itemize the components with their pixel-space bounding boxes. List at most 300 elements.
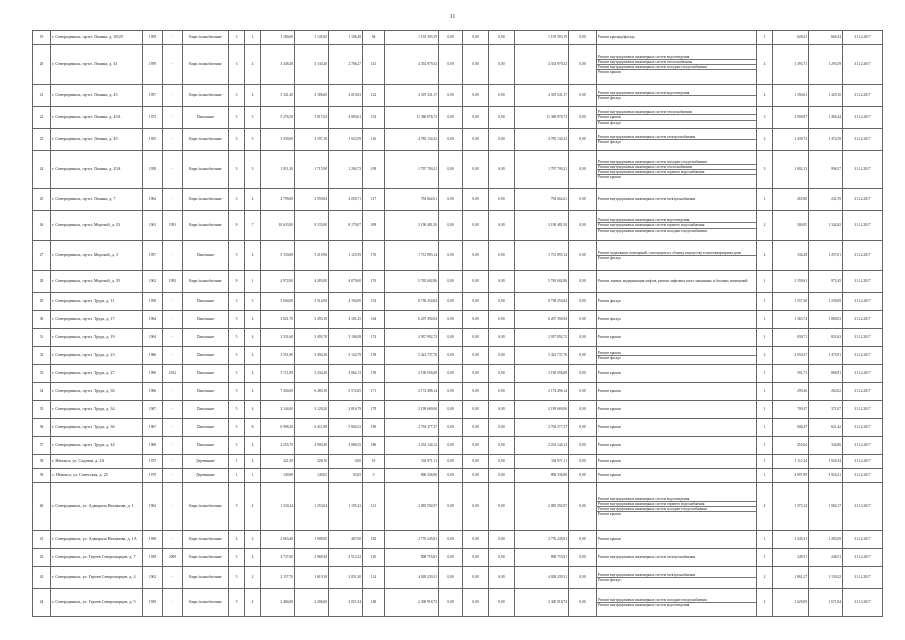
work-type-line: Ремонт внутридомовых инженерных систем электроснабжения <box>597 573 756 578</box>
work-type-line: Ремонт фасада <box>598 140 621 144</box>
budget-cell: 0,00 <box>463 383 489 401</box>
wall-material-cell: Деревянные <box>183 455 229 469</box>
year-built-cell: 1973 <box>143 107 163 129</box>
work-count-cell: 1 <box>757 401 773 419</box>
row-number: 23 <box>33 129 51 151</box>
other-funds-cell: 0,00 <box>569 189 597 211</box>
row-number: 41 <box>33 531 51 549</box>
fund-cell: 0,00 <box>439 347 463 365</box>
total-area-cell: 2 484,00 <box>261 589 295 617</box>
unit-cost-cell: 1 159,61 <box>773 271 809 293</box>
residential-area-cell: 8 179,07 <box>329 211 363 241</box>
owners-funds-cell: 2 199 669,06 <box>515 401 569 419</box>
owners-funds-cell: 4 354 979,32 <box>515 45 569 85</box>
residents-cell: 309 <box>363 211 385 241</box>
address-cell: г. Северодвинск, ул. Адмирала Нахимова, д. 1 <box>51 483 143 531</box>
year-built-cell: 1957 <box>143 85 163 107</box>
residential-area-cell: 2 051,54 <box>329 589 363 617</box>
limit-cost-cell: 1 671,84 <box>809 589 843 617</box>
deadline-cell: 31.12.2017 <box>843 293 883 311</box>
work-types-cell <box>597 401 757 419</box>
residents-cell: 116 <box>363 129 385 151</box>
work-types-cell <box>597 469 757 483</box>
total-area-cell: 1 530,24 <box>261 483 295 531</box>
table-row <box>33 151 883 189</box>
residential-area-cell: 3 124,79 <box>329 347 363 365</box>
floors-cell: 5 <box>229 437 245 455</box>
total-cost-cell: 2 300 918,73 <box>385 589 439 617</box>
wall-material-cell: Панельные <box>183 365 229 383</box>
floors-cell: 5 <box>229 365 245 383</box>
work-type-line: Ремонт внутридомовых инженерных систем водоотведения <box>597 91 756 96</box>
deadline-cell: 31.12.2017 <box>843 401 883 419</box>
address-cell: г. Северодвинск, пр-кт. Ленина, д. 41 <box>51 45 143 85</box>
wall-material-cell: Кирп./шлакоблочные <box>183 31 229 45</box>
total-area-cell: 10 633,00 <box>261 211 295 241</box>
limit-cost-cell: 621,42 <box>809 419 843 437</box>
budget-cell: 0,00 <box>463 107 489 129</box>
address-cell: г. Северодвинск, пр-кт. Морской, д. 35 <box>51 271 143 293</box>
total-area-cell: 4 737,00 <box>261 549 295 567</box>
owners-funds-cell: 2 234 144,12 <box>515 437 569 455</box>
work-count-cell: 1 <box>757 189 773 211</box>
total-cost-cell: 6 207 394,94 <box>385 311 439 329</box>
table-row <box>33 271 883 293</box>
entrances-cell: 4 <box>245 437 261 455</box>
deadline-cell: 31.12.2017 <box>843 419 883 437</box>
budget-cell: 0,00 <box>463 129 489 151</box>
total-cost-cell: 4 319 541,17 <box>385 85 439 107</box>
work-types-cell <box>597 293 757 311</box>
unit-cost-cell: 455,64 <box>773 437 809 455</box>
table-row <box>33 129 883 151</box>
total-cost-cell: 2 776 245,81 <box>385 531 439 549</box>
wall-material-cell: Кирп./шлакоблочные <box>183 567 229 589</box>
work-type-line: Ремонт подвальных помещений, относящихся к общему имуществу в многоквартирном доме <box>597 251 756 256</box>
living-area-cell: 9 535,00 <box>295 211 329 241</box>
local-budget-cell: 0,00 <box>489 549 515 567</box>
total-area-cell: 3 821,70 <box>261 311 295 329</box>
fund-cell: 0,00 <box>439 365 463 383</box>
address-cell: г. Северодвинск, пр-кт. Ленина, д. 45 <box>51 129 143 151</box>
residents-cell: 164 <box>363 311 385 329</box>
living-area-cell: 3 186,60 <box>295 85 329 107</box>
work-count-cell: 3 <box>757 107 773 129</box>
unit-cost-cell: 1 345,31 <box>773 531 809 549</box>
total-cost-cell: 8 738 254,84 <box>385 293 439 311</box>
wall-material-cell: Кирп./шлакоблочные <box>183 85 229 107</box>
deadline-cell: 31.12.2017 <box>843 129 883 151</box>
deadline-cell: 31.12.2017 <box>843 383 883 401</box>
unit-cost-cell: 1 111,24 <box>773 455 809 469</box>
address-cell: г. Северодвинск, пр-кт. Труда, д. 11 <box>51 293 143 311</box>
living-area-cell: 3 494,30 <box>295 347 329 365</box>
other-funds-cell: 0,00 <box>569 455 597 469</box>
local-budget-cell: 0,00 <box>489 365 515 383</box>
unit-cost-cell: 1 557,30 <box>773 293 809 311</box>
wall-material-cell: Панельные <box>183 419 229 437</box>
local-budget-cell: 0,00 <box>489 271 515 293</box>
floors-cell: 3 <box>229 45 245 85</box>
floors-cell: 5 <box>229 347 245 365</box>
living-area-cell: 1 619,30 <box>295 567 329 589</box>
floors-cell: 3 <box>229 151 245 189</box>
unit-cost-cell: 2 000,97 <box>773 107 809 129</box>
budget-cell: 0,00 <box>463 567 489 589</box>
table-row <box>33 589 883 617</box>
total-area-cell: 7 204,00 <box>261 383 295 401</box>
limit-cost-cell: 666,54 <box>809 31 843 45</box>
work-type-line: Ремонт внутридомовых инженерных систем горячего водоснабжения <box>597 170 756 175</box>
row-number: 38 <box>33 455 51 469</box>
owners-funds-cell: 334 971,11 <box>515 455 569 469</box>
budget-cell: 0,00 <box>463 419 489 437</box>
year-built-cell: 1962 <box>143 189 163 211</box>
year-renovated-cell: 2012 <box>163 365 183 383</box>
entrances-cell: 4 <box>245 549 261 567</box>
residential-area-cell: 3 062,13 <box>329 365 363 383</box>
budget-cell: 0,00 <box>463 549 489 567</box>
floors-cell: 5 <box>229 383 245 401</box>
wall-material-cell: Панельные <box>183 347 229 365</box>
year-renovated-cell: - <box>163 347 183 365</box>
other-funds-cell: 0,00 <box>569 383 597 401</box>
total-cost-cell: 11 386 876,72 <box>385 107 439 129</box>
total-area-cell: 321,59 <box>261 455 295 469</box>
deadline-cell: 31.12.2017 <box>843 31 883 45</box>
deadline-cell: 31.12.2017 <box>843 455 883 469</box>
other-funds-cell: 0,00 <box>569 365 597 383</box>
work-count-cell: 2 <box>757 211 773 241</box>
owners-funds-cell: 3 190 481,50 <box>515 211 569 241</box>
work-count-cell: 1 <box>757 365 773 383</box>
residents-cell: 171 <box>363 383 385 401</box>
address-cell: г. Северодвинск, пр-кт. Труда, д. 34 <box>51 401 143 419</box>
work-type-line: Ремонт фасада <box>598 299 621 304</box>
deadline-cell: 31.12.2017 <box>843 589 883 617</box>
budget-cell: 0,00 <box>463 189 489 211</box>
work-count-cell: 4 <box>757 483 773 531</box>
other-funds-cell: 0,00 <box>569 469 597 483</box>
year-built-cell: 1958 <box>143 151 163 189</box>
address-cell: г. Северодвинск, пр-кт. Морской, д. 3 <box>51 241 143 271</box>
total-cost-cell: 5 765 602,86 <box>385 271 439 293</box>
table-row <box>33 311 883 329</box>
total-area-cell: 3 711,89 <box>261 365 295 383</box>
residential-area-cell: 0,00 <box>329 455 363 469</box>
year-renovated-cell: - <box>163 45 183 85</box>
deadline-cell: 31.12.2017 <box>843 531 883 549</box>
residents-cell: 19 <box>363 455 385 469</box>
residents-cell: 5 <box>363 469 385 483</box>
year-renovated-cell: - <box>163 151 183 189</box>
table-row <box>33 455 883 469</box>
residential-area-cell: 1 023,59 <box>329 129 363 151</box>
address-cell: с. Нёнокса, ул. Советская, д. 25 <box>51 469 143 483</box>
residential-area-cell: 2 512,32 <box>329 549 363 567</box>
table-row <box>33 483 883 531</box>
address-cell: г. Северодвинск, ул. Героев Североморцев, д. 7 <box>51 549 143 567</box>
fund-cell: 0,00 <box>439 151 463 189</box>
wall-material-cell: Панельные <box>183 383 229 401</box>
total-area-cell: 6 998,20 <box>261 419 295 437</box>
living-area-cell: 3 493,10 <box>295 311 329 329</box>
work-count-cell: 1 <box>757 455 773 469</box>
year-built-cell: 1967 <box>143 419 163 437</box>
address-cell: г. Северодвинск, пр-кт. Ленина, д. 25А <box>51 151 143 189</box>
deadline-cell: 31.12.2017 <box>843 241 883 271</box>
unit-cost-cell: 1 002,13 <box>773 151 809 189</box>
living-area-cell: 6 411,90 <box>295 419 329 437</box>
other-funds-cell: 0,00 <box>569 419 597 437</box>
other-funds-cell: 0,00 <box>569 129 597 151</box>
capital-repair-register-table <box>32 30 883 617</box>
row-number: 44 <box>33 589 51 617</box>
year-renovated-cell: - <box>163 107 183 129</box>
year-renovated-cell: - <box>163 437 183 455</box>
local-budget-cell: 0,00 <box>489 483 515 531</box>
unit-cost-cell: 265,80 <box>773 189 809 211</box>
total-cost-cell: 1 193 393,19 <box>385 31 439 45</box>
residential-area-cell: 2 706,27 <box>329 45 363 85</box>
work-type-line: Ремонт внутридомовых инженерных систем электроснабжения <box>598 555 696 560</box>
year-built-cell: 1990 <box>143 365 163 383</box>
table-row <box>33 211 883 241</box>
deadline-cell: 31.12.2017 <box>843 347 883 365</box>
year-built-cell: 1962 <box>143 567 163 589</box>
owners-funds-cell: 896 336,90 <box>515 469 569 483</box>
floors-cell: 5 <box>229 329 245 347</box>
work-types-cell <box>597 151 757 189</box>
owners-funds-cell: 2 776 245,81 <box>515 531 569 549</box>
row-number: 34 <box>33 383 51 401</box>
total-area-cell: 3 531,60 <box>261 329 295 347</box>
local-budget-cell: 0,00 <box>489 85 515 107</box>
table-body <box>33 31 883 617</box>
owners-funds-cell: 1 731 893,14 <box>515 241 569 271</box>
year-renovated-cell: - <box>163 293 183 311</box>
living-area-cell: 2 968,30 <box>295 549 329 567</box>
wall-material-cell: Кирп./шлакоблочные <box>183 589 229 617</box>
fund-cell: 0,00 <box>439 271 463 293</box>
floors-cell: 9 <box>229 211 245 241</box>
work-types-cell <box>597 271 757 293</box>
residential-area-cell: 487,00 <box>329 531 363 549</box>
fund-cell: 0,00 <box>439 241 463 271</box>
residents-cell: 94 <box>363 31 385 45</box>
unit-cost-cell: 336,28 <box>773 241 809 271</box>
address-cell: г. Северодвинск, пр-кт. Труда, д. 36 <box>51 419 143 437</box>
limit-cost-cell: 248,51 <box>809 549 843 567</box>
local-budget-cell: 0,00 <box>489 567 515 589</box>
deadline-cell: 31.12.2017 <box>843 567 883 589</box>
floors-cell: 1 <box>229 469 245 483</box>
owners-funds-cell: 1 193 393,19 <box>515 31 569 45</box>
year-renovated-cell: 1992 <box>163 271 183 293</box>
local-budget-cell: 0,00 <box>489 241 515 271</box>
work-type-line: Ремонт внутридомовых инженерных систем водоотведения <box>598 603 690 607</box>
fund-cell: 0,00 <box>439 211 463 241</box>
unit-cost-cell: 628,41 <box>773 31 809 45</box>
residents-cell: 178 <box>363 401 385 419</box>
year-built-cell: 1967 <box>143 401 163 419</box>
work-types-cell <box>597 85 757 107</box>
entrances-cell: 5 <box>245 107 261 129</box>
row-number: 40 <box>33 483 51 531</box>
year-built-cell: 1958 <box>143 531 163 549</box>
wall-material-cell: Панельные <box>183 241 229 271</box>
other-funds-cell: 0,00 <box>569 45 597 85</box>
residential-area-cell: 2 051,20 <box>329 567 363 589</box>
fund-cell: 0,00 <box>439 419 463 437</box>
budget-cell: 0,00 <box>463 211 489 241</box>
budget-cell: 0,00 <box>463 401 489 419</box>
address-cell: г. Северодвинск, пр-кт. Ленина, д. 39/25 <box>51 31 143 45</box>
work-type-line: Ремонт внутридомовых инженерных систем теплоснабжения <box>597 60 756 65</box>
row-number: 24 <box>33 151 51 189</box>
total-cost-cell: 808 755,81 <box>385 549 439 567</box>
budget-cell: 0,00 <box>463 329 489 347</box>
wall-material-cell: Кирп./шлакоблочные <box>183 531 229 549</box>
other-funds-cell: 0,00 <box>569 241 597 271</box>
work-type-line: Ремонт крыши <box>598 459 621 464</box>
year-built-cell: 1939 <box>143 589 163 617</box>
residential-area-cell: 5 804,52 <box>329 419 363 437</box>
work-type-line: Ремонт внутридомовых инженерных систем водоотведения <box>597 218 756 223</box>
total-area-cell: 5 150,00 <box>261 241 295 271</box>
living-area-cell: 3 128,20 <box>295 401 329 419</box>
residential-area-cell: 2 816,79 <box>329 401 363 419</box>
local-budget-cell: 0,00 <box>489 347 515 365</box>
residents-cell: 182 <box>363 531 385 549</box>
work-type-line: Ремонт внутридомовых инженерных систем электроснабжения <box>597 135 756 140</box>
residential-area-cell: 4 083,61 <box>329 107 363 129</box>
local-budget-cell: 0,00 <box>489 293 515 311</box>
unit-cost-cell: 299,26 <box>773 383 809 401</box>
local-budget-cell: 0,00 <box>489 401 515 419</box>
limit-cost-cell: 1 020,34 <box>809 455 843 469</box>
deadline-cell: 31.12.2017 <box>843 469 883 483</box>
floors-cell: 5 <box>229 567 245 589</box>
work-types-cell <box>597 31 757 45</box>
work-type-line: Ремонт фасада <box>598 120 621 125</box>
work-count-cell: 2 <box>757 129 773 151</box>
owners-funds-cell: 2 300 918,73 <box>515 589 569 617</box>
total-cost-cell: 4 028 239,31 <box>385 567 439 589</box>
residential-area-cell: 4 194,00 <box>329 293 363 311</box>
total-cost-cell: 2 174 496,14 <box>385 383 439 401</box>
work-count-cell: 1 <box>757 419 773 437</box>
owners-funds-cell: 808 755,81 <box>515 549 569 567</box>
unit-cost-cell: 1 373,12 <box>773 483 809 531</box>
local-budget-cell: 0,00 <box>489 455 515 469</box>
row-number: 37 <box>33 437 51 455</box>
floors-cell: 9 <box>229 271 245 293</box>
owners-funds-cell: 794 662,61 <box>515 189 569 211</box>
row-number: 39 <box>33 469 51 483</box>
address-cell: г. Северодвинск, пр-кт. Морской, д. 23 <box>51 211 143 241</box>
wall-material-cell: Панельные <box>183 293 229 311</box>
work-types-cell <box>597 211 757 241</box>
other-funds-cell: 0,00 <box>569 107 597 129</box>
owners-funds-cell: 2 085 592,97 <box>515 483 569 531</box>
floors-cell: 3 <box>229 85 245 107</box>
limit-cost-cell: 821,63 <box>809 329 843 347</box>
fund-cell: 0,00 <box>439 383 463 401</box>
row-number: 25 <box>33 189 51 211</box>
fund-cell: 0,00 <box>439 483 463 531</box>
total-area-cell: 2 063,40 <box>261 531 295 549</box>
total-area-cell: 3 551,80 <box>261 347 295 365</box>
table-row <box>33 469 883 483</box>
total-cost-cell: 4 785 134,32 <box>385 129 439 151</box>
residents-cell: 159 <box>363 347 385 365</box>
wall-material-cell: Кирп./шлакоблочные <box>183 271 229 293</box>
floors-cell: 3 <box>229 31 245 45</box>
work-type-line: Ремонт крыши <box>597 115 756 120</box>
local-budget-cell: 0,00 <box>489 129 515 151</box>
residents-cell: 117 <box>363 189 385 211</box>
total-area-cell: 1 180,60 <box>261 31 295 45</box>
fund-cell: 0,00 <box>439 31 463 45</box>
limit-cost-cell: 371,07 <box>809 401 843 419</box>
row-number: 29 <box>33 293 51 311</box>
other-funds-cell: 0,00 <box>569 31 597 45</box>
entrances-cell: 4 <box>245 589 261 617</box>
unit-cost-cell: 606,47 <box>773 419 809 437</box>
residential-area-cell: 1 125,59 <box>329 241 363 271</box>
deadline-cell: 31.12.2017 <box>843 107 883 129</box>
fund-cell: 0,00 <box>439 45 463 85</box>
other-funds-cell: 0,00 <box>569 549 597 567</box>
entrances-cell: 4 <box>245 365 261 383</box>
work-types-cell <box>597 419 757 437</box>
wall-material-cell: Панельные <box>183 329 229 347</box>
deadline-cell: 31.12.2017 <box>843 549 883 567</box>
budget-cell: 0,00 <box>463 589 489 617</box>
work-type-line: Ремонт крыльца/фасада <box>598 35 635 40</box>
total-area-cell: 3 339,00 <box>261 129 295 151</box>
work-type-line: Ремонт внутридомовых инженерных систем горячего водоснабжения <box>597 502 756 507</box>
total-cost-cell: 2 937 892,72 <box>385 329 439 347</box>
other-funds-cell: 0,00 <box>569 151 597 189</box>
fund-cell: 0,00 <box>439 401 463 419</box>
year-built-cell: 1975 <box>143 455 163 469</box>
living-area-cell: 6 280,10 <box>295 383 329 401</box>
limit-cost-cell: 1 868,03 <box>809 311 843 329</box>
row-number: 31 <box>33 329 51 347</box>
fund-cell: 0,00 <box>439 293 463 311</box>
table-row <box>33 107 883 129</box>
wall-material-cell: Панельные <box>183 401 229 419</box>
residential-area-cell: 3 106,58 <box>329 329 363 347</box>
entrances-cell: 4 <box>245 401 261 419</box>
residents-cell: 159 <box>363 365 385 383</box>
unit-cost-cell: 591,71 <box>773 365 809 383</box>
entrances-cell: 3 <box>245 151 261 189</box>
row-number: 42 <box>33 549 51 567</box>
residents-cell: 174 <box>363 329 385 347</box>
work-count-cell: 1 <box>757 531 773 549</box>
wall-material-cell: Кирп./шлакоблочные <box>183 129 229 151</box>
residential-area-cell: 5 572,65 <box>329 383 363 401</box>
fund-cell: 0,00 <box>439 589 463 617</box>
owners-funds-cell: 2 794 377,37 <box>515 419 569 437</box>
total-cost-cell: 3 190 481,50 <box>385 211 439 241</box>
address-cell: г. Нёнокса, ул. Садовая, д. 2А <box>51 455 143 469</box>
work-type-line: Ремонт внутридомовых инженерных систем теплоснабжения <box>597 165 756 170</box>
deadline-cell: 31.12.2017 <box>843 151 883 189</box>
